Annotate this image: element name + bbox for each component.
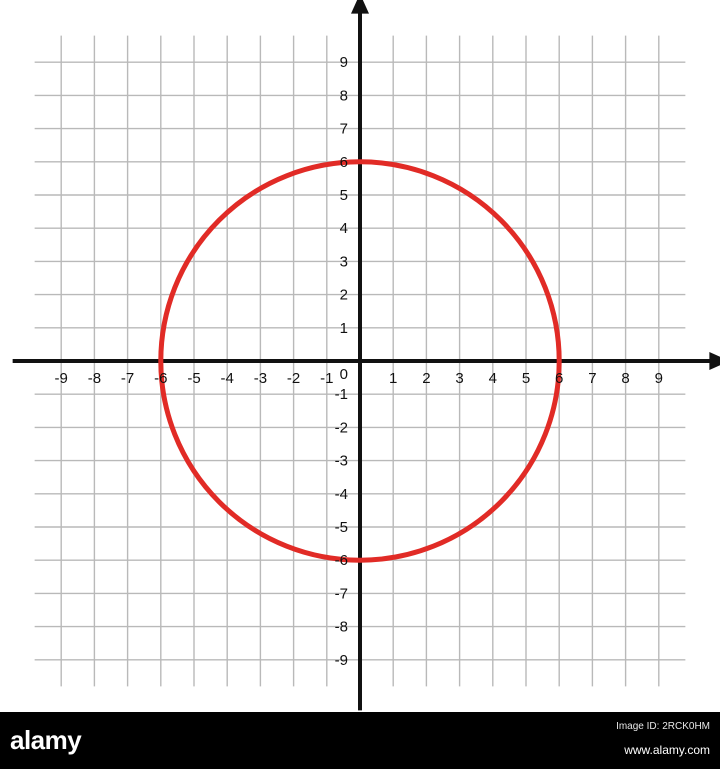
- alamy-logo: alamy: [10, 725, 82, 755]
- y-tick-label: -9: [334, 651, 348, 669]
- y-tick-label: 6: [339, 153, 348, 171]
- watermark-footer: [0, 712, 720, 769]
- y-tick-label: -3: [334, 452, 348, 470]
- x-tick-label: 3: [455, 370, 464, 387]
- y-tick-label: -8: [334, 618, 348, 636]
- x-tick-label: 6: [555, 370, 564, 387]
- y-tick-label: 4: [339, 220, 348, 238]
- y-tick-label: 5: [339, 187, 348, 204]
- y-tick-label: -4: [334, 485, 348, 503]
- x-tick-label: -5: [187, 370, 201, 387]
- site-url-label: www.alamy.com: [624, 743, 710, 757]
- y-tick-label: 8: [339, 87, 348, 105]
- image-id-label: Image ID: 2RCK0HM: [616, 721, 710, 732]
- y-tick-label: 7: [339, 120, 348, 138]
- x-tick-label: 5: [521, 370, 531, 387]
- y-tick-label: -1: [334, 386, 348, 404]
- x-tick-label: -8: [87, 370, 102, 387]
- x-tick-label: 7: [588, 370, 597, 387]
- x-tick-label: -1: [320, 370, 334, 387]
- x-tick-label: -6: [154, 370, 168, 387]
- x-tick-label: 1: [389, 370, 398, 387]
- x-tick-label: 9: [654, 370, 663, 387]
- x-tick-label: -4: [220, 370, 234, 387]
- axes: [13, 0, 720, 710]
- y-tick-label: 2: [339, 286, 348, 304]
- y-tick-label: -6: [334, 552, 348, 570]
- y-tick-label: 9: [339, 54, 348, 72]
- y-tick-label: -7: [334, 585, 348, 603]
- y-tick-label: 1: [339, 319, 348, 337]
- origin-label: 0: [339, 366, 348, 383]
- x-tick-label: 2: [422, 370, 431, 387]
- x-tick-label: -2: [286, 370, 301, 387]
- y-tick-label: -2: [334, 419, 348, 437]
- x-tick-label: 4: [488, 370, 497, 387]
- x-tick-label: -7: [120, 370, 135, 387]
- y-tick-label: -5: [334, 519, 348, 536]
- x-tick-label: -9: [54, 370, 68, 387]
- y-tick-label: 3: [339, 253, 348, 271]
- x-tick-label: -3: [253, 370, 268, 387]
- x-tick-label: 8: [621, 370, 630, 387]
